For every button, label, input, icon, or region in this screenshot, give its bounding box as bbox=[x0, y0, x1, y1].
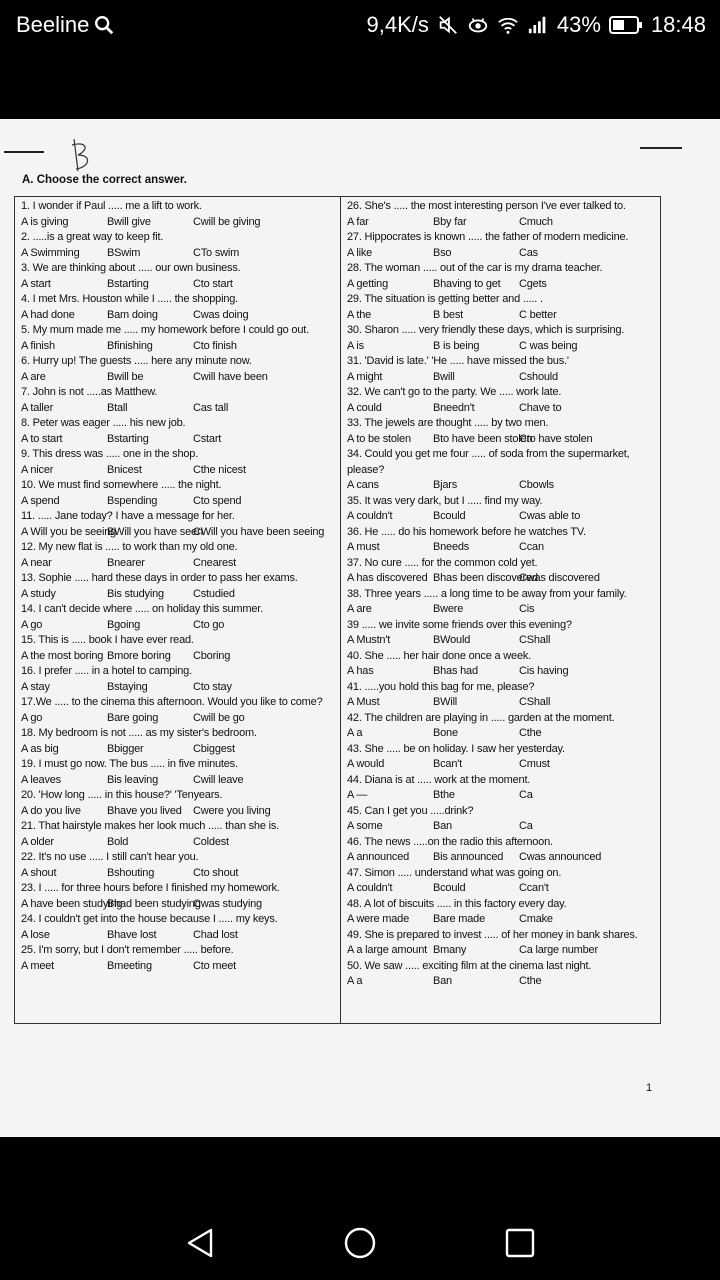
question-text: 10. We must find somewhere ..... the night. bbox=[21, 479, 222, 491]
answer-option: A couldn't bbox=[347, 882, 393, 894]
answer-options bbox=[347, 432, 659, 448]
answer-options bbox=[21, 494, 337, 510]
answer-option: Cwill be giving bbox=[193, 215, 261, 228]
answer-option: A were made bbox=[347, 913, 410, 925]
answer-options bbox=[347, 912, 659, 928]
question-text: 19. I must go now. The bus ..... in five minutes. bbox=[21, 758, 238, 770]
clock: 18:48 bbox=[650, 12, 706, 37]
answer-option: A leaves bbox=[21, 773, 61, 786]
answer-option: A to be stolen bbox=[347, 432, 411, 445]
answer-options bbox=[21, 215, 337, 231]
answer-options bbox=[347, 215, 659, 231]
answer-option: BWill you have seen bbox=[107, 525, 203, 538]
question-text: 5. My mum made me ..... my homework before I could go out. bbox=[21, 324, 309, 336]
answer-option: Cwas studying bbox=[193, 897, 262, 910]
answer-option: Cwere you living bbox=[193, 804, 271, 817]
answer-option: CShall bbox=[519, 634, 551, 646]
answer-option: Bstaying bbox=[107, 680, 148, 693]
question-text: 6. Hurry up! The guests ..... here any minute now. bbox=[21, 355, 252, 367]
answer-option: Bhas been discovered bbox=[433, 572, 538, 584]
answer-options bbox=[21, 432, 337, 448]
question-text: 29. The situation is getting better and ..... . bbox=[347, 293, 543, 305]
answer-option: CWill you have been seeing bbox=[193, 525, 325, 538]
answer-option: A is bbox=[347, 339, 364, 352]
answer-options bbox=[347, 308, 659, 324]
question-text: 4. I met Mrs. Houston while I ..... the shopping. bbox=[21, 293, 239, 305]
answer-option: Bhaving to get bbox=[433, 277, 501, 290]
question-text: 37. No cure ..... for the common cold yet. bbox=[347, 556, 538, 569]
answer-option: Bcan't bbox=[433, 758, 463, 770]
question-text: 21. That hairstyle makes her look much ..... than she is. bbox=[21, 820, 280, 832]
question-text: 27. Hippocrates is known ..... the father of modern medicine. bbox=[347, 231, 629, 243]
answer-option: A couldn't bbox=[347, 510, 393, 522]
answer-option: C better bbox=[519, 308, 557, 321]
answer-option: Chad lost bbox=[193, 928, 238, 941]
answer-option: A some bbox=[347, 820, 383, 832]
answer-option: Bwill give bbox=[107, 215, 151, 228]
question-text: 36. He ..... do his homework before he watches TV. bbox=[347, 525, 586, 538]
answer-option: A far bbox=[347, 215, 369, 228]
answer-option: Cgets bbox=[519, 277, 547, 290]
answer-option: Cwill have been bbox=[193, 370, 268, 383]
answer-option: Cto spend bbox=[193, 494, 242, 507]
answer-options bbox=[347, 509, 659, 525]
answer-options bbox=[347, 943, 659, 959]
answer-option: Cto start bbox=[193, 277, 233, 290]
right-question-column bbox=[347, 199, 659, 990]
answer-option: Cbiggest bbox=[193, 742, 235, 755]
question-text: 7. John is not .....as Matthew. bbox=[21, 386, 158, 398]
answer-option: A meet bbox=[21, 959, 55, 972]
answer-option: A has discovered bbox=[347, 572, 428, 584]
navigation-bar bbox=[0, 1200, 720, 1280]
question-text: 20. 'How long ..... in this house?' 'Tenyears. bbox=[21, 789, 223, 801]
answer-option: A stay bbox=[21, 680, 50, 693]
answer-option: Bis announced bbox=[433, 851, 504, 863]
answer-option: Ca bbox=[519, 820, 533, 832]
answer-option: Bjars bbox=[433, 479, 458, 491]
answer-option: Bnearer bbox=[107, 556, 145, 569]
answer-option: Cboring bbox=[193, 649, 231, 662]
answer-option: Cmuch bbox=[519, 215, 553, 228]
answer-option: A are bbox=[21, 370, 46, 383]
answer-options bbox=[21, 680, 337, 696]
answer-option: Cmake bbox=[519, 913, 553, 925]
answer-option: Cwas doing bbox=[193, 308, 249, 321]
answer-options bbox=[21, 277, 337, 293]
answer-option: BWill bbox=[433, 696, 458, 708]
question-text: 11. ..... Jane today? I have a message for her. bbox=[21, 510, 235, 522]
column-divider bbox=[340, 197, 341, 1023]
answer-option: Bstarting bbox=[107, 277, 149, 290]
question-text: 41. .....you hold this bag for me, please? bbox=[347, 680, 535, 693]
answer-option: Bbigger bbox=[107, 742, 144, 755]
answer-option: Bspending bbox=[107, 494, 158, 507]
answer-option: Bold bbox=[107, 835, 129, 848]
question-text: 17.We ..... to the cinema this afternoon. Would you like to come? bbox=[21, 696, 323, 708]
answer-options bbox=[21, 804, 337, 820]
answer-option: A study bbox=[21, 587, 56, 600]
answer-option: Cto shout bbox=[193, 866, 239, 879]
answer-option: Bneeds bbox=[433, 541, 470, 553]
answer-option: A taller bbox=[21, 401, 54, 414]
answer-option: Chave to bbox=[519, 401, 562, 414]
answer-option: Ban bbox=[433, 820, 452, 832]
answer-options bbox=[21, 370, 337, 386]
answer-option: Coldest bbox=[193, 835, 229, 848]
answer-option: A lose bbox=[21, 928, 50, 941]
answer-options bbox=[347, 540, 659, 556]
question-text: 26. She's ..... the most interesting person I've ever talked to. bbox=[347, 200, 626, 212]
answer-option: Bfinishing bbox=[107, 339, 153, 352]
answer-option: BSwim bbox=[107, 246, 141, 259]
answer-options bbox=[21, 866, 337, 882]
answer-option: A a large amount bbox=[347, 944, 427, 956]
answer-option: A near bbox=[21, 556, 52, 569]
answer-option: Cwas announced bbox=[519, 851, 602, 863]
answer-option: Cis bbox=[519, 603, 535, 615]
answer-option: Ban bbox=[433, 975, 452, 987]
eye-comfort-icon bbox=[467, 14, 489, 36]
answer-options bbox=[347, 571, 659, 587]
answer-option: Bwill bbox=[433, 370, 455, 383]
answer-option: Cto stay bbox=[193, 680, 232, 693]
question-text: 9. This dress was ..... one in the shop. bbox=[21, 448, 199, 460]
answer-options bbox=[347, 819, 659, 835]
question-text: 8. Peter was eager ..... his new job. bbox=[21, 417, 186, 429]
answer-options bbox=[21, 773, 337, 789]
question-text: 32. We can't go to the party. We ..... work late. bbox=[347, 386, 562, 398]
header-rule-left bbox=[4, 151, 44, 153]
answer-options bbox=[21, 649, 337, 665]
question-text: 43. She ..... be on holiday. I saw her yesterday. bbox=[347, 742, 565, 755]
answer-options bbox=[21, 587, 337, 603]
answer-option: A — bbox=[347, 789, 368, 801]
answer-options bbox=[21, 897, 337, 913]
answer-option: Cmust bbox=[519, 758, 550, 770]
status-bar bbox=[0, 0, 720, 50]
answer-options bbox=[347, 881, 659, 897]
question-text: 3. We are thinking about ..... our own business. bbox=[21, 262, 241, 274]
question-text: 14. I can't decide where ..... on holiday this summer. bbox=[21, 603, 263, 615]
answer-option: Bso bbox=[433, 246, 452, 259]
answer-option: Bis studying bbox=[107, 587, 164, 600]
question-text: 30. Sharon ..... very friendly these days, which is surprising. bbox=[347, 324, 625, 336]
question-text: 15. This is ..... book I have ever read. bbox=[21, 634, 194, 646]
question-text: 42. The children are playing in ..... garden at the moment. bbox=[347, 711, 615, 724]
answer-option: Cto meet bbox=[193, 959, 237, 972]
question-text: 40. She ..... her hair done once a week. bbox=[347, 649, 532, 662]
answer-options bbox=[347, 974, 659, 990]
answer-option: Bam doing bbox=[107, 308, 158, 321]
answer-option: CTo swim bbox=[193, 246, 240, 259]
question-text: 16. I prefer ..... in a hotel to camping. bbox=[21, 665, 192, 677]
answer-option: A the most boring bbox=[21, 649, 104, 662]
answer-option: Cas tall bbox=[193, 401, 229, 414]
answer-options bbox=[21, 556, 337, 572]
answer-option: Bgoing bbox=[107, 618, 141, 631]
answer-options bbox=[21, 835, 337, 851]
answer-option: Bhave lost bbox=[107, 928, 157, 941]
answer-option: Btall bbox=[107, 401, 128, 414]
answer-option: A Mustn't bbox=[347, 634, 391, 646]
mute-icon bbox=[437, 14, 459, 36]
answer-options bbox=[347, 633, 659, 649]
answer-option: Bthe bbox=[433, 789, 455, 801]
question-text: 1. I wonder if Paul ..... me a lift to work. bbox=[21, 200, 202, 212]
answer-option: A are bbox=[347, 603, 372, 615]
answer-option: Cas bbox=[519, 246, 538, 259]
answer-option: Ca large number bbox=[519, 944, 598, 956]
answer-option: Cstart bbox=[193, 432, 222, 445]
answer-option: Bare going bbox=[107, 711, 159, 724]
answer-options bbox=[21, 463, 337, 479]
answer-options bbox=[21, 525, 337, 541]
answer-option: Bby far bbox=[433, 215, 467, 228]
nav-home-icon[interactable] bbox=[343, 1226, 377, 1260]
answer-option: A like bbox=[347, 246, 373, 259]
answer-options bbox=[347, 370, 659, 386]
answer-option: A nicer bbox=[21, 463, 54, 476]
signal-icon bbox=[527, 14, 549, 36]
answer-option: Bcould bbox=[433, 510, 466, 522]
answer-option: Ca bbox=[519, 789, 533, 801]
question-text: 23. I ..... for three hours before I finished my homework. bbox=[21, 882, 280, 894]
answer-options bbox=[347, 757, 659, 773]
answer-option: A announced bbox=[347, 851, 410, 863]
answer-option: Bone bbox=[433, 727, 458, 739]
answer-options bbox=[347, 788, 659, 804]
answer-option: Bmore boring bbox=[107, 649, 171, 662]
answer-options bbox=[21, 339, 337, 355]
answer-option: Bstarting bbox=[107, 432, 149, 445]
question-text: 49. She is prepared to invest ..... of her money in bank shares. bbox=[347, 928, 638, 941]
answer-option: Cbowls bbox=[519, 479, 554, 491]
battery-percent: 43% bbox=[556, 12, 601, 37]
answer-option: B is being bbox=[433, 339, 480, 352]
answer-options bbox=[21, 401, 337, 417]
answer-option: Ccan bbox=[519, 541, 544, 553]
answer-option: Cshould bbox=[519, 370, 558, 383]
answer-option: Bmeeting bbox=[107, 959, 152, 972]
answer-option: Bhave you lived bbox=[107, 804, 182, 817]
answer-option: A to start bbox=[21, 432, 63, 445]
question-text: 38. Three years ..... a long time to be away from your family. bbox=[347, 587, 627, 600]
answer-option: Bnicest bbox=[107, 463, 142, 476]
answer-option: A Swimming bbox=[21, 246, 80, 259]
answer-option: A might bbox=[347, 370, 383, 383]
answer-options bbox=[347, 478, 659, 494]
answer-option: Cto go bbox=[193, 618, 225, 631]
answer-options bbox=[347, 602, 659, 618]
answer-option: A start bbox=[21, 277, 51, 290]
answer-option: A Will you be seeing bbox=[21, 525, 117, 538]
answer-option: A do you live bbox=[21, 804, 81, 817]
answer-options bbox=[347, 277, 659, 293]
answer-option: A as big bbox=[21, 742, 59, 755]
answer-option: A the bbox=[347, 308, 372, 321]
answer-option: A has bbox=[347, 665, 374, 677]
nav-recents-icon[interactable] bbox=[503, 1226, 537, 1260]
answer-options bbox=[21, 959, 337, 975]
question-text: 45. Can I get you .....drink? bbox=[347, 804, 474, 817]
answer-option: Cstudied bbox=[193, 587, 235, 600]
answer-option: Cthe bbox=[519, 727, 542, 739]
questions-table bbox=[14, 196, 661, 1024]
answer-options bbox=[21, 618, 337, 634]
question-text: 31. 'David is late.' 'He ..... have missed the bus.' bbox=[347, 355, 569, 367]
worksheet-photo bbox=[0, 119, 720, 1137]
question-text: 44. Diana is at ..... work at the moment. bbox=[347, 773, 531, 786]
question-text: 18. My bedroom is not ..... as my sister's bedroom. bbox=[21, 727, 257, 739]
answer-option: A finish bbox=[21, 339, 55, 352]
answer-option: A would bbox=[347, 758, 385, 770]
answer-option: Cthe bbox=[519, 975, 542, 987]
answer-option: Bwere bbox=[433, 603, 464, 615]
answer-option: Bto have been stolen bbox=[433, 432, 533, 445]
answer-options bbox=[347, 246, 659, 262]
answer-option: Bshouting bbox=[107, 866, 155, 879]
answer-option: Bhas had bbox=[433, 665, 478, 677]
question-text: 28. The woman ..... out of the car is my drama teacher. bbox=[347, 262, 603, 274]
answer-option: Bare made bbox=[433, 913, 486, 925]
nav-back-icon[interactable] bbox=[183, 1226, 217, 1260]
answer-option: A cans bbox=[347, 479, 379, 491]
answer-option: Cwas discovered bbox=[519, 572, 600, 584]
answer-option: Ccan't bbox=[519, 882, 549, 894]
question-text: 47. Simon ..... understand what was going on. bbox=[347, 866, 562, 879]
battery-icon bbox=[609, 14, 643, 36]
answer-option: Bwill be bbox=[107, 370, 144, 383]
answer-option: A Must bbox=[347, 696, 380, 708]
answer-option: Bneedn't bbox=[433, 401, 475, 414]
question-text: 35. It was very dark, but I ..... find my way. bbox=[347, 494, 543, 507]
answer-options bbox=[21, 711, 337, 727]
question-text: 25. I'm sorry, but I don't remember ..... before. bbox=[21, 944, 234, 956]
question-text: 50. We saw ..... exciting film at the cinema last night. bbox=[347, 959, 592, 972]
answer-option: A had done bbox=[21, 308, 75, 321]
question-text: 2. .....is a great way to keep fit. bbox=[21, 231, 164, 243]
answer-option: Cwas able to bbox=[519, 510, 581, 522]
question-text: 34. Could you get me four ..... of soda from the supermarket, please? bbox=[347, 448, 630, 476]
answer-options bbox=[347, 726, 659, 742]
handwritten-mark bbox=[66, 135, 96, 175]
answer-option: A must bbox=[347, 541, 380, 553]
answer-option: CShall bbox=[519, 696, 551, 708]
answer-option: Bmany bbox=[433, 944, 467, 956]
answer-option: BWould bbox=[433, 634, 471, 646]
answer-option: A getting bbox=[347, 277, 389, 290]
answer-option: A go bbox=[21, 711, 43, 724]
section-title: A. Choose the correct answer. bbox=[22, 174, 187, 186]
question-text: 46. The news .....on the radio this afternoon. bbox=[347, 835, 553, 848]
answer-options bbox=[21, 928, 337, 944]
answer-options bbox=[21, 308, 337, 324]
question-text: 13. Sophie ..... hard these days in order to pass her exams. bbox=[21, 572, 298, 584]
answer-options bbox=[21, 246, 337, 262]
wifi-icon bbox=[497, 14, 519, 36]
question-text: 33. The jewels are thought ..... by two men. bbox=[347, 417, 549, 429]
question-text: 24. I couldn't get into the house because I ..... my keys. bbox=[21, 913, 278, 925]
question-text: 22. It's no use ..... I still can't hear you. bbox=[21, 851, 199, 863]
search-icon bbox=[93, 14, 115, 36]
answer-options bbox=[21, 742, 337, 758]
answer-options bbox=[347, 339, 659, 355]
answer-option: Cto have stolen bbox=[519, 432, 593, 445]
answer-option: Cis having bbox=[519, 665, 569, 677]
answer-option: A spend bbox=[21, 494, 60, 507]
question-text: 48. A lot of biscuits ..... in this factory every day. bbox=[347, 897, 567, 910]
answer-options bbox=[347, 401, 659, 417]
answer-option: A is giving bbox=[21, 215, 69, 228]
answer-option: A could bbox=[347, 401, 382, 414]
answer-option: A go bbox=[21, 618, 43, 631]
answer-option: B best bbox=[433, 308, 463, 321]
answer-option: Cnearest bbox=[193, 556, 237, 569]
question-text: 12. My new flat is ..... to work than my old one. bbox=[21, 541, 238, 553]
answer-option: Bcould bbox=[433, 882, 466, 894]
network-speed: 9,4K/s bbox=[366, 12, 429, 37]
answer-option: Cto finish bbox=[193, 339, 237, 352]
answer-option: A a bbox=[347, 727, 363, 739]
answer-option: A older bbox=[21, 835, 54, 848]
left-question-column bbox=[21, 199, 337, 974]
carrier-name: Beeline bbox=[16, 12, 90, 37]
answer-options bbox=[347, 664, 659, 680]
answer-option: Cthe nicest bbox=[193, 463, 246, 476]
header-rule-right bbox=[640, 147, 682, 149]
answer-option: A shout bbox=[21, 866, 57, 879]
question-text: 39 ..... we invite some friends over this evening? bbox=[347, 618, 572, 631]
answer-option: C was being bbox=[519, 339, 578, 352]
answer-option: Bhad been studying bbox=[107, 897, 201, 910]
answer-options bbox=[347, 850, 659, 866]
answer-option: Bis leaving bbox=[107, 773, 158, 786]
answer-option: Cwill be go bbox=[193, 711, 245, 724]
answer-option: A a bbox=[347, 975, 363, 987]
answer-option: Cwill leave bbox=[193, 773, 244, 786]
answer-option: A have been studying bbox=[21, 897, 123, 910]
page-number: 1 bbox=[646, 1082, 653, 1094]
answer-options bbox=[347, 695, 659, 711]
